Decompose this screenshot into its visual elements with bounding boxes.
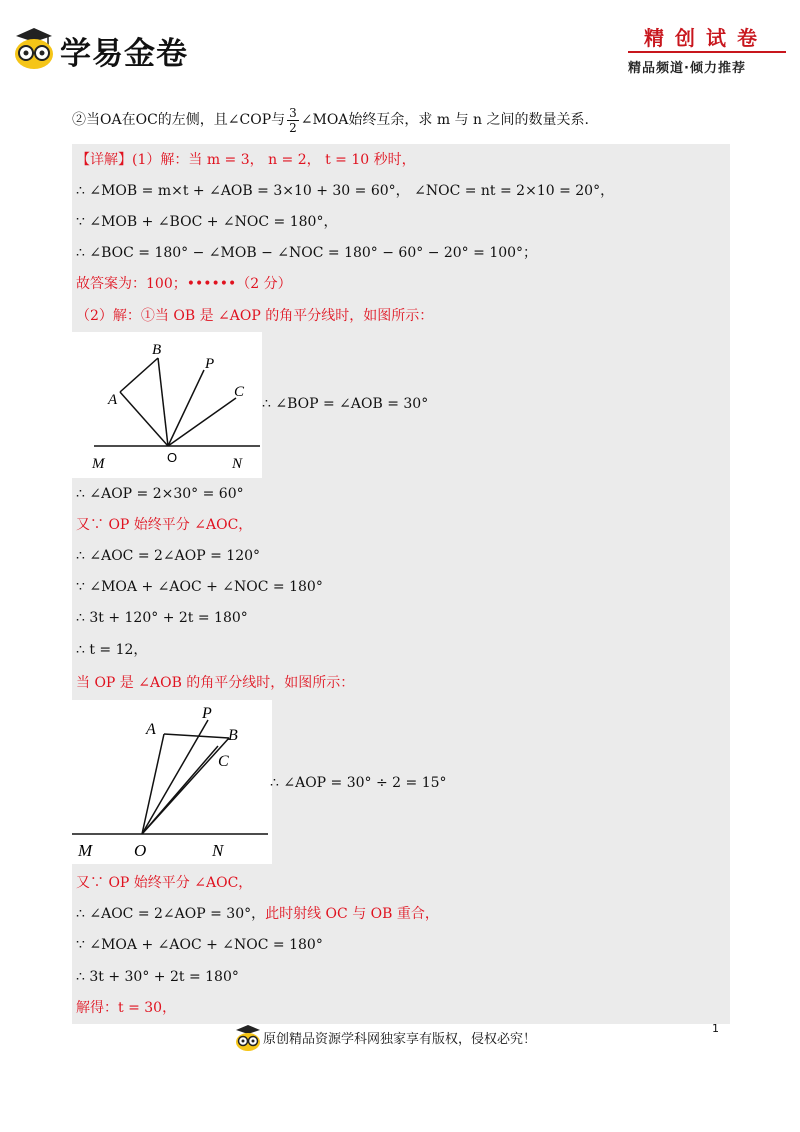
solution-line-10: ∵ ∠MOA + ∠AOC + ∠NOC = 180° bbox=[76, 579, 323, 595]
solution-line-8: 又∵ OP 始终平分 ∠AOC， bbox=[76, 517, 253, 533]
fig2-label-p: P bbox=[202, 705, 212, 722]
fig2-label-b: B bbox=[228, 727, 238, 744]
solution-line-15-eq: ∴ ∠AOC = 2∠AOP = 30°， bbox=[76, 906, 266, 922]
fig1-label-m: M bbox=[92, 456, 105, 472]
page-footer bbox=[0, 1022, 800, 1062]
solution-line-6: （2）解：①当 OB 是 ∠AOP 的角平分线时，如图所示： bbox=[76, 308, 434, 324]
fig1-label-n: N bbox=[232, 456, 243, 472]
fraction bbox=[287, 106, 299, 135]
fig1-label-p: P bbox=[205, 356, 215, 372]
solution-line-13: 当 OP 是 ∠AOB 的角平分线时，如图所示： bbox=[76, 675, 355, 691]
solution-line-5: 故答案为：100；••••••（2 分） bbox=[76, 276, 292, 292]
page-header bbox=[0, 0, 800, 90]
figure-1-diagram bbox=[72, 332, 262, 478]
question-text-tail: ∠MOA始终互余，求 m 与 n 之间的数量关系. bbox=[300, 112, 589, 128]
solution-line-7: ∴ ∠AOP = 2×30° = 60° bbox=[76, 486, 244, 502]
owl-mascot-small-icon bbox=[234, 1024, 262, 1052]
solution-line-17: ∴ 3t + 30° + 2t = 180° bbox=[76, 969, 239, 985]
fig2-label-n: N bbox=[212, 841, 224, 860]
question-text: ②当OA在OC的左侧，且∠COP与 bbox=[72, 112, 286, 128]
solution-line-2: ∴ ∠MOB = m×t + ∠AOB = 3×10 + 30 = 60°， ∠NOC = nt = 2×10 = 20°， bbox=[76, 183, 615, 199]
solution-line-15-note: 此时射线 OC 与 OB 重合， bbox=[265, 906, 439, 922]
brand-subtitle: 精品频道·倾力推荐 bbox=[628, 61, 746, 76]
solution-line-14: 又∵ OP 始终平分 ∠AOC， bbox=[76, 875, 253, 891]
figure-2-diagram bbox=[72, 700, 272, 864]
fig2-label-m: M bbox=[78, 841, 93, 860]
brand-divider bbox=[628, 51, 786, 53]
solution-line-16: ∵ ∠MOA + ∠AOC + ∠NOC = 180° bbox=[76, 937, 323, 953]
fig1-label-b: B bbox=[152, 342, 162, 358]
solution-line-15 bbox=[76, 901, 439, 927]
fig2-label-o: O bbox=[134, 841, 147, 860]
solution-line-4: ∴ ∠BOC = 180° − ∠MOB − ∠NOC = 180° − 60° − 20° = 100°； bbox=[76, 245, 538, 261]
solution-block bbox=[72, 144, 730, 1024]
solution-line-18: 解得：t = 30， bbox=[76, 1000, 177, 1016]
fraction-numerator: 3 bbox=[289, 105, 297, 120]
solution-line-11: ∴ 3t + 120° + 2t = 180° bbox=[76, 610, 248, 626]
solution-line-9: ∴ ∠AOC = 2∠AOP = 120° bbox=[76, 548, 261, 564]
logo-text: 学易金卷 bbox=[60, 36, 188, 72]
figure-2 bbox=[72, 700, 272, 864]
fig2-label-c: C bbox=[218, 753, 229, 770]
solution-line-3: ∵ ∠MOB + ∠BOC + ∠NOC = 180°， bbox=[76, 214, 338, 230]
figure-1-equation: ∴ ∠BOP = ∠AOB = 30° bbox=[262, 396, 429, 412]
fig2-label-a: A bbox=[146, 721, 156, 738]
solution-line-12: ∴ t = 12， bbox=[76, 642, 148, 658]
footer-copyright: 原创精品资源学科网独家享有版权，侵权必究！ bbox=[263, 1032, 537, 1047]
fig1-label-o: O bbox=[167, 450, 178, 465]
fig1-label-a: A bbox=[108, 392, 118, 408]
question-line bbox=[72, 100, 730, 140]
solution-line-1: 【详解】(1）解：当 m = 3， n = 2， t = 10 秒时， bbox=[76, 152, 416, 168]
owl-mascot-icon bbox=[12, 26, 56, 70]
figure-1 bbox=[72, 332, 262, 478]
figure-2-equation: ∴ ∠AOP = 30° ÷ 2 = 15° bbox=[270, 775, 447, 791]
fraction-denominator: 2 bbox=[289, 120, 297, 135]
fig1-label-c: C bbox=[234, 384, 245, 400]
page-number: 1 bbox=[712, 1022, 719, 1035]
brand-title: 精创试卷 bbox=[644, 26, 768, 50]
